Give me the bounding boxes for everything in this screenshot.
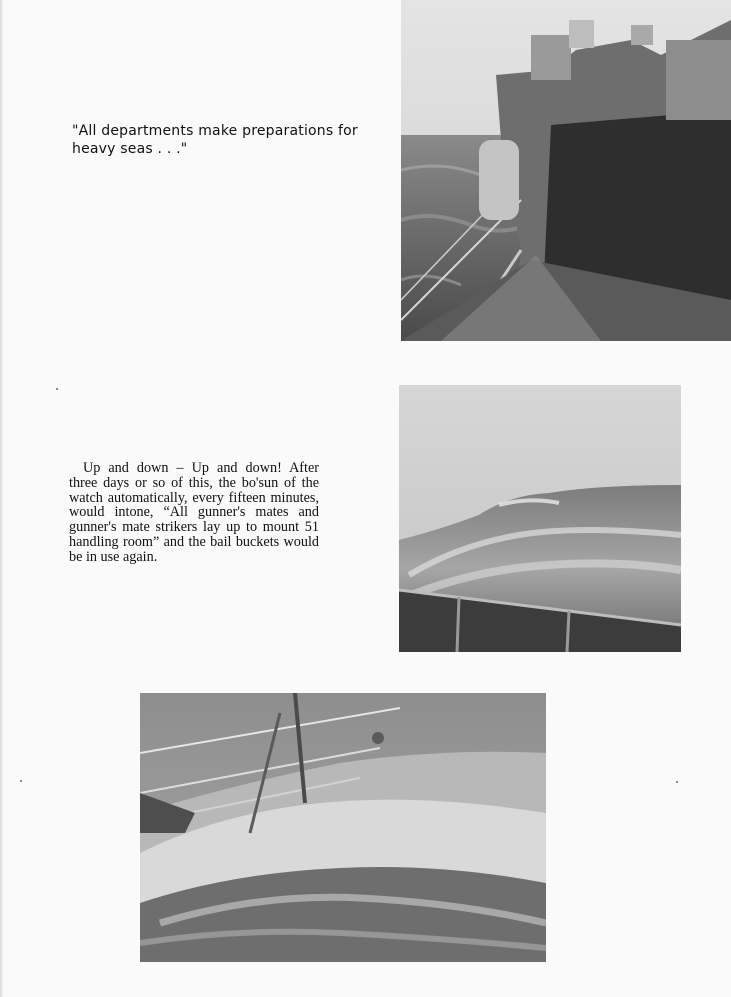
deck-spray-photo: [140, 693, 546, 962]
superstructure-photo: [401, 0, 731, 341]
page-speck: [20, 780, 22, 782]
page-speck: [676, 781, 678, 783]
up-and-down-caption: Up and down – Up and down! After three days or so of this, the bo'sun of the watch automatically, every fifteen minutes, would intone, “All gunner's mates and gunner's mate strikers lay up to mount 51 handling room” and the bail buckets would be in use again.: [69, 460, 319, 565]
heavy-seas-caption: "All departments make preparations for heavy seas . . .": [72, 123, 358, 157]
wave-over-bow-photo: [399, 385, 681, 652]
page-speck: [56, 388, 58, 390]
